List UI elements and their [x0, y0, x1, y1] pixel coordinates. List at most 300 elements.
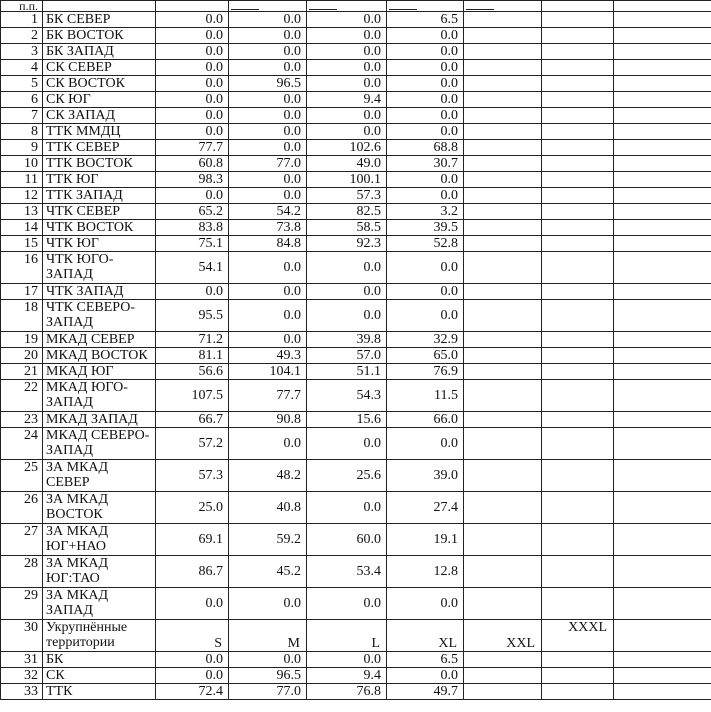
value-cell: 0.0: [387, 588, 464, 620]
empty-cell: [614, 428, 711, 460]
value-cell: 0.0: [229, 588, 307, 620]
value-cell: 0.0: [156, 44, 229, 60]
value-cell: 0.0: [307, 428, 387, 460]
group-header-label: Укрупнённые территории: [43, 620, 156, 652]
row-number: 15: [1, 236, 43, 252]
territory-name: БК ЗАПАД: [43, 44, 156, 60]
value-cell: 39.0: [387, 460, 464, 492]
value-cell: 81.1: [156, 348, 229, 364]
empty-cell: [542, 252, 614, 284]
empty-cell: [464, 252, 542, 284]
value-cell: 0.0: [387, 252, 464, 284]
value-cell: 0.0: [156, 92, 229, 108]
table-row: [1, 76, 711, 92]
empty-cell: [614, 92, 711, 108]
empty-cell: [464, 588, 542, 620]
value-cell: 48.2: [229, 460, 307, 492]
empty-cell: [614, 284, 711, 300]
value-cell: 84.8: [229, 236, 307, 252]
value-cell: 0.0: [156, 12, 229, 28]
value-cell: 11.5: [387, 380, 464, 412]
num-column-header: п.п.: [1, 1, 43, 12]
value-cell: 0.0: [387, 300, 464, 332]
empty-cell: [542, 492, 614, 524]
empty-cell: [542, 412, 614, 428]
value-cell: 57.3: [156, 460, 229, 492]
empty-cell: [464, 204, 542, 220]
row-number: 9: [1, 140, 43, 156]
value-cell: 56.6: [156, 364, 229, 380]
size-column-header: XXXL: [542, 620, 614, 652]
value-cell: 32.9: [387, 332, 464, 348]
empty-cell: [542, 348, 614, 364]
header-cell: [43, 1, 156, 12]
row-number: 5: [1, 76, 43, 92]
empty-cell: [542, 652, 614, 668]
table-row: [1, 220, 711, 236]
value-cell: 77.7: [229, 380, 307, 412]
empty-cell: [614, 124, 711, 140]
empty-cell: [464, 668, 542, 684]
territory-name: МКАД ЮГО-ЗАПАД: [43, 380, 156, 412]
value-cell: 0.0: [307, 588, 387, 620]
territory-name: ЗА МКАД ЗАПАД: [43, 588, 156, 620]
empty-cell: [464, 332, 542, 348]
value-cell: 0.0: [387, 108, 464, 124]
row-number: 18: [1, 300, 43, 332]
table-row: [1, 332, 711, 348]
empty-cell: [464, 28, 542, 44]
table-row: [1, 652, 711, 668]
value-cell: 30.7: [387, 156, 464, 172]
territory-name: СК ВОСТОК: [43, 76, 156, 92]
value-cell: 0.0: [229, 300, 307, 332]
value-cell: 66.7: [156, 412, 229, 428]
empty-cell: [542, 76, 614, 92]
value-cell: 102.6: [307, 140, 387, 156]
value-cell: 0.0: [229, 28, 307, 44]
value-cell: 0.0: [229, 108, 307, 124]
value-cell: 0.0: [229, 284, 307, 300]
table-row: [1, 12, 711, 28]
table-row: [1, 124, 711, 140]
size-column-header: XL: [387, 620, 464, 652]
table-row: [1, 524, 711, 556]
value-cell: 0.0: [156, 588, 229, 620]
territory-name: СК: [43, 668, 156, 684]
empty-cell: [614, 524, 711, 556]
empty-cell: [614, 44, 711, 60]
empty-cell: [542, 172, 614, 188]
territory-name: СК ЮГ: [43, 92, 156, 108]
row-number: 7: [1, 108, 43, 124]
row-number: 6: [1, 92, 43, 108]
table-row: [1, 140, 711, 156]
territory-name: МКАД ВОСТОК: [43, 348, 156, 364]
territory-name: ЗА МКАД ВОСТОК: [43, 492, 156, 524]
empty-cell: [614, 108, 711, 124]
value-cell: 0.0: [307, 28, 387, 44]
empty-cell: [542, 524, 614, 556]
value-cell: 72.4: [156, 684, 229, 700]
empty-cell: [614, 28, 711, 44]
header-cell: [156, 1, 229, 12]
value-cell: 0.0: [307, 76, 387, 92]
value-cell: 98.3: [156, 172, 229, 188]
empty-cell: [542, 460, 614, 492]
value-cell: 0.0: [387, 284, 464, 300]
value-cell: 65.2: [156, 204, 229, 220]
table-row: [1, 204, 711, 220]
value-cell: 6.5: [387, 12, 464, 28]
empty-cell: [614, 204, 711, 220]
empty-cell: [464, 76, 542, 92]
empty-cell: [464, 412, 542, 428]
row-number: 13: [1, 204, 43, 220]
table-row: [1, 92, 711, 108]
value-cell: 0.0: [229, 172, 307, 188]
value-cell: 69.1: [156, 524, 229, 556]
territory-name: БК СЕВЕР: [43, 12, 156, 28]
value-cell: 0.0: [387, 92, 464, 108]
value-cell: 0.0: [229, 44, 307, 60]
empty-cell: [542, 684, 614, 700]
value-cell: 0.0: [156, 652, 229, 668]
row-number: 8: [1, 124, 43, 140]
value-cell: 45.2: [229, 556, 307, 588]
empty-cell: [542, 332, 614, 348]
empty-cell: [614, 140, 711, 156]
empty-cell: [542, 108, 614, 124]
territory-name: МКАД СЕВЕР: [43, 332, 156, 348]
row-number: 26: [1, 492, 43, 524]
value-cell: 57.3: [307, 188, 387, 204]
header-mark: [309, 9, 337, 10]
value-cell: 107.5: [156, 380, 229, 412]
table-row: [1, 300, 711, 332]
row-number: 25: [1, 460, 43, 492]
empty-cell: [464, 556, 542, 588]
row-number: 3: [1, 44, 43, 60]
value-cell: 104.1: [229, 364, 307, 380]
value-cell: 96.5: [229, 76, 307, 92]
value-cell: 59.2: [229, 524, 307, 556]
row-number: 4: [1, 60, 43, 76]
table-row: [1, 348, 711, 364]
empty-cell: [542, 220, 614, 236]
territory-name: ЗА МКАД СЕВЕР: [43, 460, 156, 492]
empty-cell: [614, 668, 711, 684]
value-cell: 54.2: [229, 204, 307, 220]
empty-cell: [614, 380, 711, 412]
value-cell: 51.1: [307, 364, 387, 380]
empty-cell: [542, 60, 614, 76]
value-cell: 0.0: [307, 124, 387, 140]
empty-cell: [464, 60, 542, 76]
header-cell: [542, 1, 614, 12]
value-cell: 60.0: [307, 524, 387, 556]
empty-cell: [614, 652, 711, 668]
row-number: 2: [1, 28, 43, 44]
empty-cell: [614, 364, 711, 380]
value-cell: 49.3: [229, 348, 307, 364]
table-row: [1, 668, 711, 684]
value-cell: 0.0: [229, 428, 307, 460]
value-cell: 0.0: [387, 28, 464, 44]
row-number: 21: [1, 364, 43, 380]
value-cell: 60.8: [156, 156, 229, 172]
header-cell: [229, 1, 307, 12]
value-cell: 0.0: [229, 252, 307, 284]
empty-cell: [542, 92, 614, 108]
value-cell: 77.0: [229, 684, 307, 700]
value-cell: 3.2: [387, 204, 464, 220]
table-row: [1, 28, 711, 44]
empty-cell: [542, 380, 614, 412]
empty-cell: [464, 460, 542, 492]
empty-cell: [614, 76, 711, 92]
empty-cell: [542, 204, 614, 220]
value-cell: 0.0: [307, 108, 387, 124]
table-row: [1, 156, 711, 172]
empty-cell: [464, 492, 542, 524]
header-cell: [307, 1, 387, 12]
value-cell: 75.1: [156, 236, 229, 252]
territory-name: ЧТК ЮГО-ЗАПАД: [43, 252, 156, 284]
value-cell: 76.8: [307, 684, 387, 700]
territory-name: ЗА МКАД ЮГ:ТАО: [43, 556, 156, 588]
table-row: [1, 556, 711, 588]
empty-cell: [614, 188, 711, 204]
value-cell: 0.0: [229, 652, 307, 668]
table-row: [1, 492, 711, 524]
header-cell: [614, 1, 711, 12]
value-cell: 0.0: [229, 140, 307, 156]
value-cell: 95.5: [156, 300, 229, 332]
territory-name: СК ЗАПАД: [43, 108, 156, 124]
value-cell: 15.6: [307, 412, 387, 428]
table-body: [1, 1, 711, 700]
empty-cell: [464, 172, 542, 188]
value-cell: 83.8: [156, 220, 229, 236]
row-number: 17: [1, 284, 43, 300]
value-cell: 0.0: [307, 300, 387, 332]
value-cell: 0.0: [307, 44, 387, 60]
row-number: 14: [1, 220, 43, 236]
table-row: [1, 684, 711, 700]
empty-cell: [542, 668, 614, 684]
empty-cell: [464, 92, 542, 108]
header-mark: [231, 9, 259, 10]
value-cell: 0.0: [156, 60, 229, 76]
size-column-header: M: [229, 620, 307, 652]
territory-name: БК: [43, 652, 156, 668]
empty-cell: [542, 364, 614, 380]
value-cell: 39.5: [387, 220, 464, 236]
value-cell: 9.4: [307, 668, 387, 684]
empty-cell: [464, 380, 542, 412]
value-cell: 0.0: [387, 60, 464, 76]
row-number: 22: [1, 380, 43, 412]
table-row: [1, 284, 711, 300]
row-number: 12: [1, 188, 43, 204]
empty-cell: [542, 124, 614, 140]
table-row: [1, 412, 711, 428]
value-cell: 65.0: [387, 348, 464, 364]
value-cell: 0.0: [229, 124, 307, 140]
empty-cell: [464, 364, 542, 380]
territory-name: ЧТК ЗАПАД: [43, 284, 156, 300]
value-cell: 49.7: [387, 684, 464, 700]
value-cell: 9.4: [307, 92, 387, 108]
value-cell: 57.2: [156, 428, 229, 460]
empty-cell: [542, 284, 614, 300]
territory-name: МКАД ЗАПАД: [43, 412, 156, 428]
row-number: 20: [1, 348, 43, 364]
value-cell: 86.7: [156, 556, 229, 588]
empty-cell: [542, 188, 614, 204]
territory-name: ТТК ЗАПАД: [43, 188, 156, 204]
value-cell: 57.0: [307, 348, 387, 364]
empty-cell: [614, 332, 711, 348]
empty-cell: [542, 140, 614, 156]
value-cell: 58.5: [307, 220, 387, 236]
empty-cell: [614, 556, 711, 588]
table-row: [1, 172, 711, 188]
value-cell: 82.5: [307, 204, 387, 220]
value-cell: 0.0: [156, 108, 229, 124]
empty-cell: [464, 156, 542, 172]
empty-cell: [542, 236, 614, 252]
territory-name: ТТК ЮГ: [43, 172, 156, 188]
row-number: 1: [1, 12, 43, 28]
territory-name: ТТК: [43, 684, 156, 700]
empty-cell: [614, 220, 711, 236]
empty-cell: [464, 108, 542, 124]
value-cell: 96.5: [229, 668, 307, 684]
empty-cell: [464, 428, 542, 460]
value-cell: 77.7: [156, 140, 229, 156]
empty-cell: [542, 556, 614, 588]
table-row: [1, 60, 711, 76]
value-cell: 25.0: [156, 492, 229, 524]
value-cell: 0.0: [387, 668, 464, 684]
empty-cell: [614, 156, 711, 172]
header-cell: [387, 1, 464, 12]
value-cell: 39.8: [307, 332, 387, 348]
empty-cell: [614, 460, 711, 492]
value-cell: 0.0: [156, 188, 229, 204]
row-number: 24: [1, 428, 43, 460]
value-cell: 19.1: [387, 524, 464, 556]
value-cell: 0.0: [229, 332, 307, 348]
row-number: 27: [1, 524, 43, 556]
empty-cell: [614, 684, 711, 700]
territory-name: ЧТК ЮГ: [43, 236, 156, 252]
value-cell: 0.0: [229, 12, 307, 28]
value-cell: 0.0: [156, 284, 229, 300]
territory-name: МКАД ЮГ: [43, 364, 156, 380]
territory-name: ТТК СЕВЕР: [43, 140, 156, 156]
empty-cell: [614, 492, 711, 524]
territory-name: ЧТК ВОСТОК: [43, 220, 156, 236]
empty-cell: [614, 300, 711, 332]
value-cell: 0.0: [387, 44, 464, 60]
table-row: [1, 188, 711, 204]
empty-cell: [464, 684, 542, 700]
size-column-header: XXL: [464, 620, 542, 652]
value-cell: 0.0: [307, 284, 387, 300]
empty-cell: [614, 620, 711, 652]
empty-cell: [542, 588, 614, 620]
empty-cell: [614, 236, 711, 252]
empty-cell: [464, 188, 542, 204]
empty-cell: [464, 284, 542, 300]
table-row: [1, 108, 711, 124]
empty-cell: [464, 300, 542, 332]
empty-cell: [464, 524, 542, 556]
territory-name: ЧТК СЕВЕРО-ЗАПАД: [43, 300, 156, 332]
value-cell: 0.0: [387, 428, 464, 460]
territory-name: ЗА МКАД ЮГ+НАО: [43, 524, 156, 556]
table-row: [1, 460, 711, 492]
value-cell: 0.0: [229, 92, 307, 108]
value-cell: 76.9: [387, 364, 464, 380]
value-cell: 40.8: [229, 492, 307, 524]
row-number: 28: [1, 556, 43, 588]
row-number: 32: [1, 668, 43, 684]
territory-name: БК ВОСТОК: [43, 28, 156, 44]
empty-cell: [542, 156, 614, 172]
empty-cell: [614, 588, 711, 620]
empty-cell: [614, 12, 711, 28]
row-number: 31: [1, 652, 43, 668]
value-cell: 49.0: [307, 156, 387, 172]
territory-name: СК СЕВЕР: [43, 60, 156, 76]
territory-name: ТТК ВОСТОК: [43, 156, 156, 172]
value-cell: 0.0: [387, 76, 464, 92]
value-cell: 6.5: [387, 652, 464, 668]
empty-cell: [542, 300, 614, 332]
empty-cell: [542, 44, 614, 60]
territory-name: МКАД СЕВЕРО-ЗАПАД: [43, 428, 156, 460]
empty-cell: [542, 12, 614, 28]
value-cell: 100.1: [307, 172, 387, 188]
value-cell: 66.0: [387, 412, 464, 428]
empty-cell: [614, 252, 711, 284]
empty-cell: [614, 348, 711, 364]
row-number: 29: [1, 588, 43, 620]
row-number: 11: [1, 172, 43, 188]
value-cell: 0.0: [387, 172, 464, 188]
row-number: 23: [1, 412, 43, 428]
table-header-row: [1, 1, 711, 12]
header-mark: [389, 9, 417, 10]
table-row: [1, 380, 711, 412]
value-cell: 53.4: [307, 556, 387, 588]
value-cell: 0.0: [229, 188, 307, 204]
header-mark: [466, 9, 494, 10]
empty-cell: [464, 12, 542, 28]
value-cell: 0.0: [156, 668, 229, 684]
value-cell: 68.8: [387, 140, 464, 156]
value-cell: 54.3: [307, 380, 387, 412]
empty-cell: [614, 172, 711, 188]
row-number: 19: [1, 332, 43, 348]
value-cell: 0.0: [307, 60, 387, 76]
value-cell: 12.8: [387, 556, 464, 588]
empty-cell: [464, 140, 542, 156]
